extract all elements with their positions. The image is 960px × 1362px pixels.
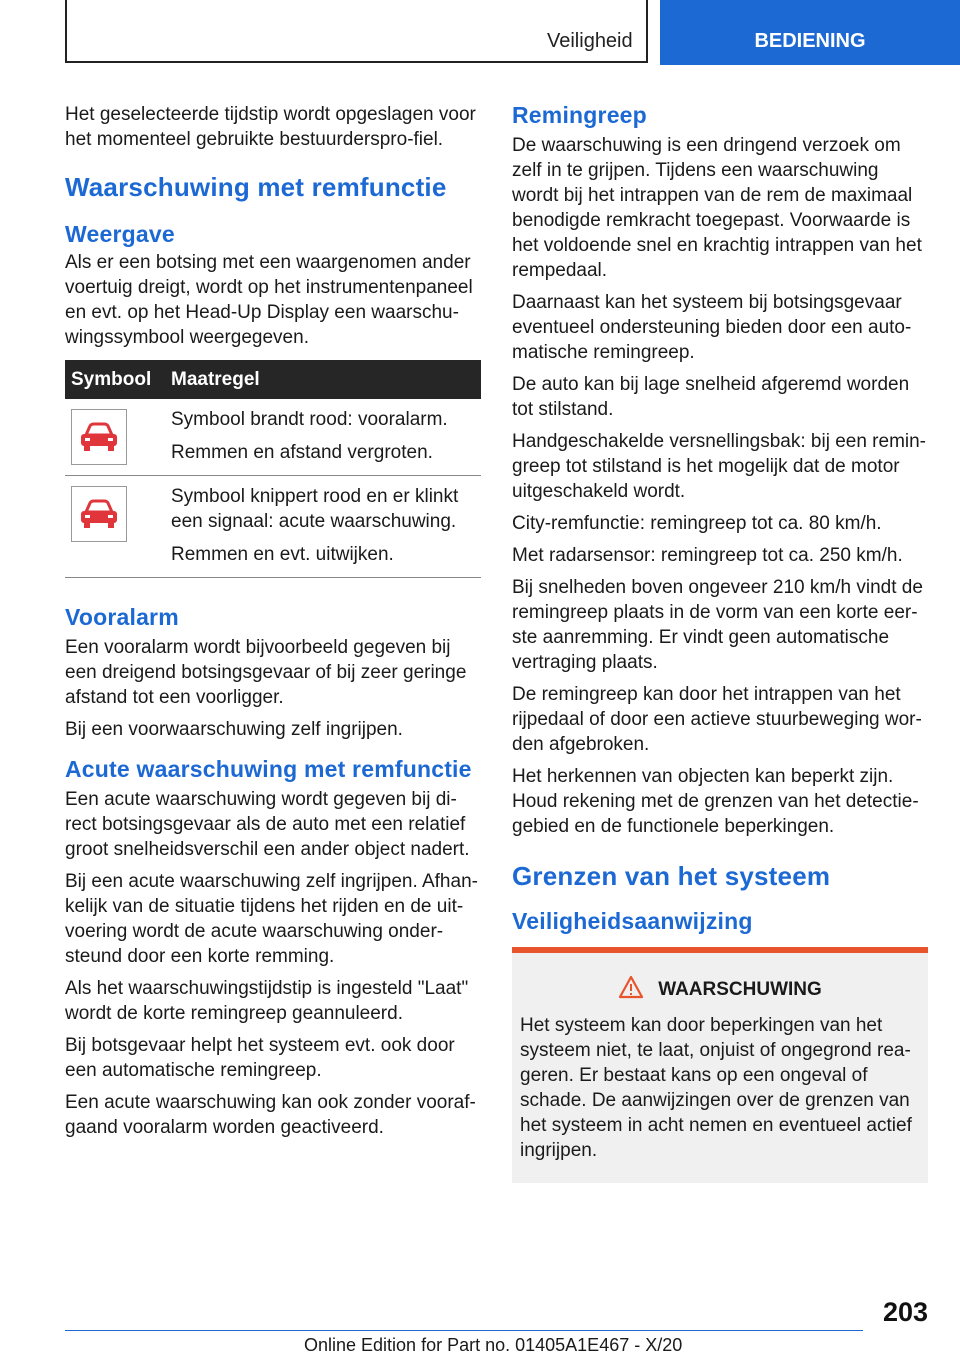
table-cell-text: Symbool knippert rood en er klinkt een signaal: acute waarschuwing. [171, 486, 459, 532]
acute-paragraph: Een acute waarschuwing kan ook zonder vooraf-gaand vooralarm worden geactiveerd. [65, 1092, 476, 1138]
vooralarm-paragraph: Een vooralarm wordt bijvoorbeeld gegeven bij een dreigend botsingsgevaar of bij zeer geringe afstand tot een voorligger. [65, 637, 467, 708]
warning-triangle-icon [618, 975, 644, 1005]
remingreep-paragraph: Daarnaast kan het systeem bij botsingsgevaar eventueel ondersteuning bieden door een auto-matische remingreep. [512, 292, 912, 363]
vooralarm-heading: Vooralarm [65, 604, 179, 630]
remingreep-paragraph: City-remfunctie: remingreep tot ca. 80 km/h. [512, 513, 882, 534]
header-chapter-label: BEDIENING [754, 30, 866, 52]
warning-box [512, 947, 928, 1183]
weergave-heading: Weergave [65, 221, 175, 247]
car-collision-warning-icon [71, 486, 127, 542]
header-section-title: Veiligheid [547, 30, 633, 52]
table-cell-text: Symbool brandt rood: vooralarm. [171, 409, 448, 430]
veiligheid-heading: Veiligheidsaanwijzing [512, 908, 753, 934]
remingreep-heading: Remingreep [512, 102, 647, 128]
table-row [65, 476, 481, 578]
remingreep-paragraph: De waarschuwing is een dringend verzoek om zelf in te grijpen. Tijdens een waarschuwing wordt bij het intrappen van de rem de maximaal benodigde remkracht toegepast. Voorwaarde is het voldoende snel en krachtig intrappen van het rempedaal. [512, 135, 922, 281]
remingreep-paragraph: Het herkennen van objecten kan beperkt zijn. Houd rekening met de grenzen van het detectie-gebied en de functionele beperkingen. [512, 766, 919, 837]
acute-paragraph: Als het waarschuwingstijdstip is ingesteld "Laat" wordt de korte remingreep geannuleerd. [65, 978, 469, 1024]
footer-edition: Online Edition for Part no. 01405A1E467 - X/20 [304, 1335, 683, 1355]
remingreep-paragraph: Met radarsensor: remingreep tot ca. 250 km/h. [512, 545, 903, 566]
weergave-paragraph: Als er een botsing met een waargenomen ander voertuig dreigt, wordt op het instrumentenpaneel en evt. op het Head-Up Display een waarschu-wingssymbool weergegeven. [65, 252, 473, 348]
remingreep-paragraph: De auto kan bij lage snelheid afgeremd worden tot stilstand. [512, 374, 910, 420]
acute-paragraph: Bij een acute waarschuwing zelf ingrijpen. Afhan-kelijk van de situatie tijdens het rijden en de uit-voering wordt de acute waarschuwing onder-steund door een korte remming. [65, 871, 478, 967]
table-cell-text: Remmen en afstand vergroten. [171, 442, 433, 463]
header-frame [65, 0, 648, 63]
warning-title-row [520, 975, 920, 1005]
remingreep-paragraph: Handgeschakelde versnellingsbak: bij een remin-greep tot stilstand is het mogelijk dat de motor uitgeschakeld wordt. [512, 431, 927, 502]
table-cell-text: Remmen en evt. uitwijken. [171, 544, 394, 565]
remingreep-paragraph: De remingreep kan door het intrappen van het rijpedaal of door een actieve stuurbeweging wor-den afgebroken. [512, 684, 922, 755]
grenzen-heading: Grenzen van het systeem [512, 861, 831, 891]
remingreep-paragraph: Bij snelheden boven ongeveer 210 km/h vindt de remingreep plaats in de vorm van een korte eer-ste aanremming. Er vindt geen automatische vertraging plaats. [512, 577, 923, 673]
left-column [65, 102, 481, 1147]
acute-heading: Acute waarschuwing met remfunctie [65, 756, 472, 782]
warning-title: WAARSCHUWING [658, 979, 822, 1000]
acute-paragraph: Een acute waarschuwing wordt gegeven bij di-rect botsingsgevaar als de auto met een relatief groot snelheidsverschil een ander object nadert. [65, 789, 470, 860]
symbol-table [65, 360, 481, 578]
car-collision-warning-icon [71, 409, 127, 465]
footer-divider [65, 1330, 863, 1331]
table-header-maatregel: Maatregel [165, 360, 481, 399]
warning-text: Het systeem kan door beperkingen van het systeem niet, te laat, onjuist of ongegrond rea-geren. Er bestaat kans op een ongeval of schade. De aanwijzingen over de grenzen van het systeem in acht nemen en eventueel actief ingrijpen. [520, 1015, 912, 1161]
vooralarm-paragraph: Bij een voorwaarschuwing zelf ingrijpen. [65, 719, 403, 740]
intro-paragraph: Het geselecteerde tijdstip wordt opgeslagen voor het momenteel gebruikte bestuurderspro-fiel. [65, 104, 476, 150]
right-column [512, 102, 928, 1183]
acute-paragraph: Bij botsgevaar helpt het systeem evt. ook door een automatische remingreep. [65, 1035, 455, 1081]
section-title: Waarschuwing met remfunctie [65, 172, 447, 202]
table-row [65, 399, 481, 476]
header-chapter-tab [660, 0, 960, 65]
page-number: 203 [882, 1297, 928, 1327]
table-header-symbool: Symbool [65, 360, 165, 399]
